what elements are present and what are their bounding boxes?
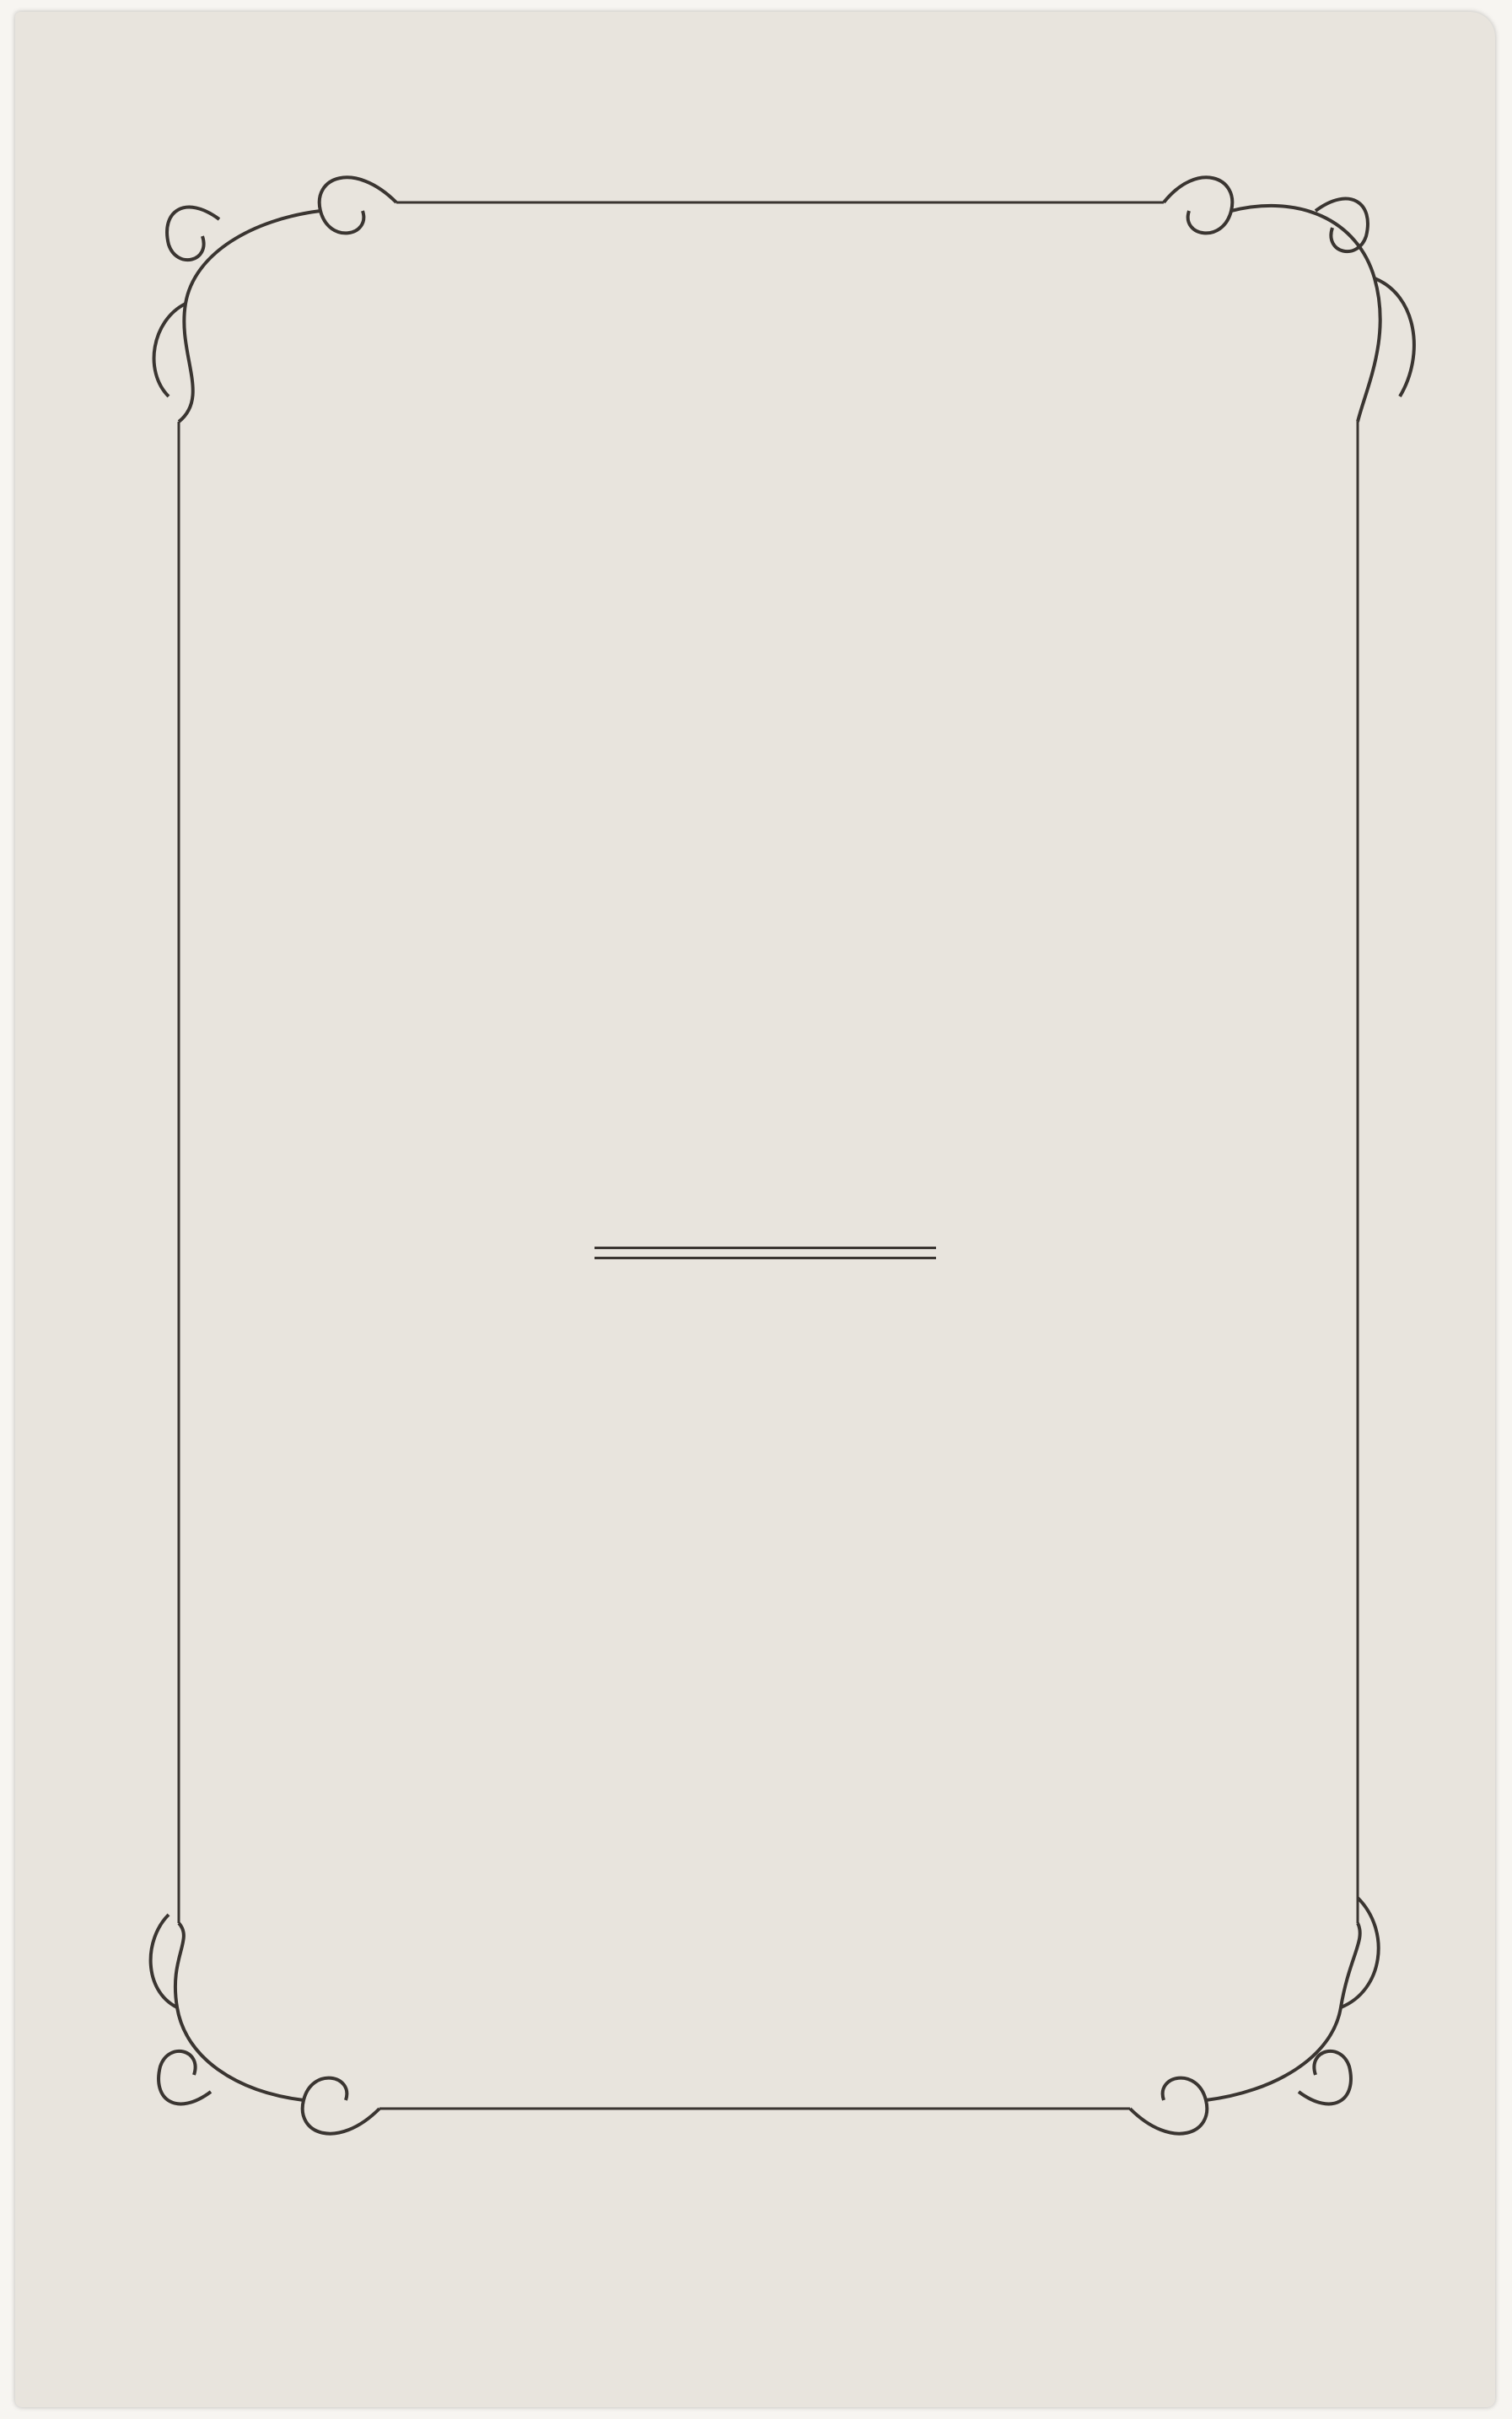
corner-flourish-top-left-icon: [154, 177, 396, 422]
corner-flourish-bottom-left-icon: [151, 1915, 379, 2134]
corner-flourish-bottom-right-icon: [1130, 1898, 1379, 2134]
divider-top: [595, 1247, 936, 1249]
corner-flourish-top-right-icon: [1164, 177, 1414, 422]
divider-bottom: [595, 1257, 936, 1259]
